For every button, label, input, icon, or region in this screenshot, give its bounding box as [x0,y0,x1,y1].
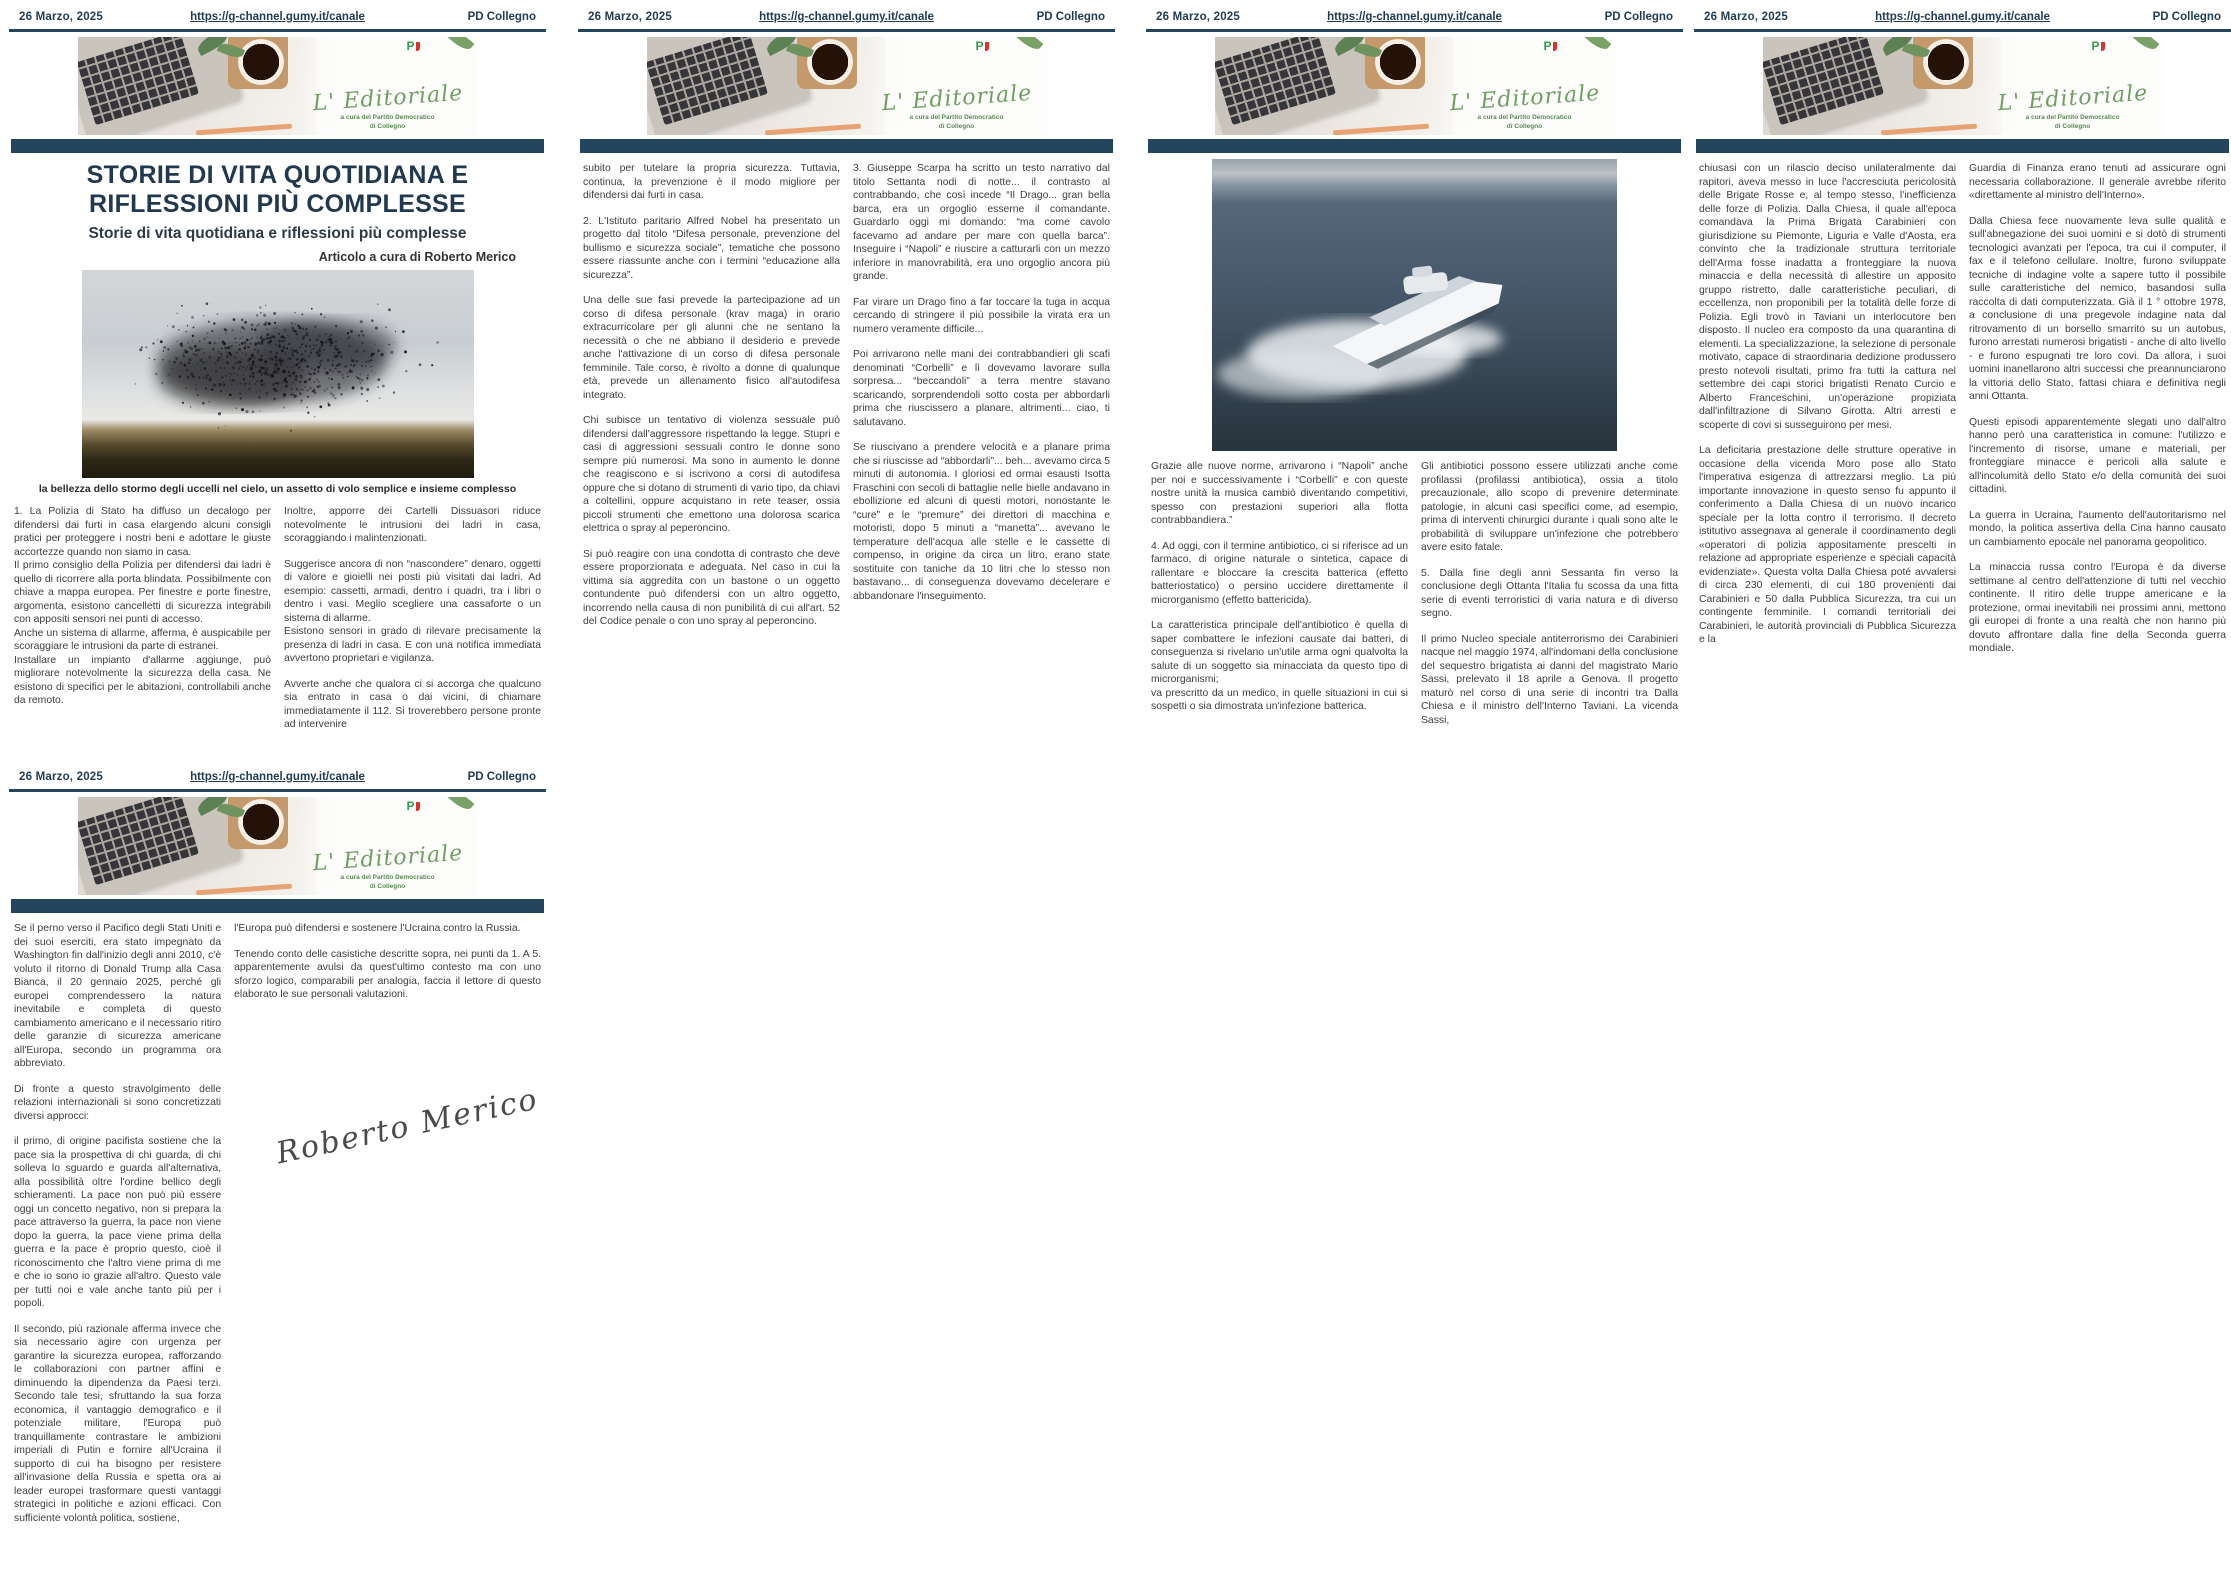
page-title: STORIE DI VITA QUOTIDIANA E RIFLESSIONI PIÙ COMPLESSE [86,161,469,218]
coffee-cup-graphic [238,39,284,85]
paragraph: Il secondo, più razionale afferma invece che sia necessario agire con urgenza per garantire la sicurezza europea, rafforzando le collaborazioni con partner affini e diminuendo la dipendenza da Paesi terzi. Secondo tale tesi, sfruttando la sua forza economica, il vantaggio demografico e il potenziale militare, l'Europa può tranquillamente contrastare le ambizioni imperiali di Putin e fornire all'Ucraina il supporto di cui ha bisogno per resistere all'invasione della Russia e spetta ora ai leader europei trasformare questi vantaggi strategici in politiche e azioni efficaci. Con sufficiente volontà politica, sostiene, [14,1323,222,1524]
banner-title-area [300,37,478,135]
coffee-cup-graphic [807,39,853,85]
date-label: 26 Marzo, 2025 [19,11,103,23]
banner-tagline: a cura del Partito Democratico di Collegno [340,114,435,131]
page-header [1694,4,2231,32]
article-columns [1146,460,1683,739]
patrol-boat-image [1212,159,1617,451]
divider-bar [11,139,544,153]
editorial-script-title: L' Editoriale [880,80,1033,117]
banner-tagline: a cura del Partito Democratico di Collegno [909,114,1004,131]
paragraph: La minaccia russa contro l'Europa è da diverse settimane al centro dell'attenzione di tutti nel vecchio continente. Il ritiro delle truppe americane e la protezione, ormai inevitabili nei prossimi anni, mettono gli europei di fronte a una realtà che non hanno più dovuto affrontare dalla fine della Seconda guerra mondiale. [1969,562,2226,654]
date-label: 26 Marzo, 2025 [588,11,672,23]
pd-logo: P [2091,39,2104,53]
article-columns [9,505,546,744]
page-header [9,4,546,32]
paragraph: Tenendo conto delle casistiche descritte sopra, nei punti da 1. A 5. apparentemente avulsi da quest'ultimo contesto ma con uno sforzo logico, comparabili per analogia, faccia il lettore di questo elaborato le sue personali valutazioni. [234,948,541,1000]
banner-photo [1215,37,1453,135]
paragraph: La deficitaria prestazione delle strutture operative in occasione della vicenda Moro pose allo Stato l'imperativa esigenza di attrezzarsi meglio. La più importante innovazione in questo senso fu appunto il conferimento a Dalla Chiesa di un nuovo incarico speciale per la lotta contro il terrorismo. Il decreto istitutivo assegnava al generale il coordinamento degli «operatori di polizia appositamente prescelti in relazione ad appropriate esperienze e speciali capacità evidenziate». Questa volta Dalla Chiesa poté avvalersi di circa 230 elementi, di cui 180 provenienti dai Carabinieri e 50 dalla Pubblica Sicurezza, tra cui un contingente femminile. I comandi territoriali dei Carabinieri, le autorità provinciali di Pubblica Sicurezza e la [1699,445,1956,645]
banner-title-area [1437,37,1615,135]
channel-url-link[interactable]: https://g-channel.gumy.it/canale [1327,11,1502,23]
text-column-left [14,505,271,744]
laptop-graphic [1763,37,1928,135]
paragraph: Una delle sue fasi prevede la partecipazione ad un corso di difesa personale (krav maga) in orario extracurricolare per gli alunni che ne sentano la necessità o che ne abbiano il desiderio e prevede anche l'attivazione di un corso di difesa personale femminile. Tale corso, è rivolto a donne di qualunque età, prevede un allenamento fisico all'autodifesa integrato. [583,295,840,401]
channel-url-link[interactable]: https://g-channel.gumy.it/canale [759,11,934,23]
divider-bar [1148,139,1681,153]
paragraph: Anche un sistema di allarme, afferma, è auspicabile per scoraggiare le intrusioni da parte di estranei. [14,627,271,653]
banner-photo [1763,37,2001,135]
banner-title-area [869,37,1047,135]
article-columns [9,922,546,1537]
paragraph: l'Europa può difendersi e sostenere l'Ucraina contro la Russia. [234,923,521,934]
pencil-graphic [764,124,860,135]
paragraph: Installare un impianto d'allarme aggiunge, può migliorare notevolmente la sicurezza della casa. Ne esistono di specifici per le abitazioni, controllabili anche da remoto. [14,654,271,707]
brand-label: PD Collegno [2152,11,2221,23]
laptop-graphic [1215,37,1380,135]
newsletter-banner [78,37,478,135]
paragraph: Il primo Nucleo speciale antiterrorismo dei Carabinieri nacque nel maggio 1974, all'indomani della conclusione del sequestro brigatista ai danni del magistrato Mario Sassi, prelevato il 18 aprile a Genova. Il progetto maturò nel corso di una serie di incontri tra Dalla Chiesa e il ministro dell'Interno Taviani. La vicenda Sassi, [1421,633,1678,726]
image-caption: la bellezza dello stormo degli uccelli nel cielo, un assetto di volo semplice e insieme complesso [38,483,517,495]
pencil-graphic [195,884,291,895]
banner-tagline: a cura del Partito Democratico di Collegno [340,874,435,891]
newsletter-page-2 [578,4,1115,760]
bird-flock-graphic [82,270,474,442]
paragraph: La guerra in Ucraina, l'aumento dell'autoritarismo nel mondo, la politica assertiva della Cina hanno causato un cambiamento epocale nel panorama geopolitico. [1969,509,2226,548]
paragraph: il primo, di origine pacifista sostiene che la pace sia la prospettiva di chi guarda, di chi solleva lo sguardo e guarda all'alternativa, alla possibilità oltre l'ordine bellico degli schieramenti. La pace non può più essere oggi un concetto negativo, non si prepara la pace attraverso la guerra, la pace non viene dopo la guerra, la pace viene prima della guerra e la pace è proprio questo, cioè il riconoscimento che l'altro viene prima di me e che io sono io grazie all'altro. Questo vale per tutti noi e vale anche tanto più per i popoli. [14,1136,222,1309]
paragraph: Chi subisce un tentativo di violenza sessuale può difendersi dall'aggressore rispettando la legge. Stupri e casi di aggressioni sessuali contro le donne sono sempre più numerosi. Ma sono in aumento le donne che reagiscono e si iscrivono a corsi di autodifesa oppure che si dotano di strumenti di vario tipo, da chiavi a coltellini, oppure acquistano in rete teaser, ossia piccoli strumenti che emettono una dolorosa scarica elettrica o spray al peperoncino. [583,415,840,534]
newsletter-page-4 [1694,4,2231,760]
banner-tagline: a cura del Partito Democratico di Collegno [1477,114,1572,131]
pd-logo: P [1543,39,1556,53]
coffee-cup-graphic [238,799,284,845]
text-column-left [1151,460,1408,739]
leaf-graphic [443,37,474,53]
laptop-graphic [647,37,812,135]
paragraph: Esistono sensori in grado di rilevare precisamente la presenza di ladri in casa. E con una notifica immediata avvertono proprietari e vigilanza. [284,626,541,665]
editorial-script-title: L' Editoriale [311,840,464,877]
murmuration-image [82,270,474,478]
date-label: 26 Marzo, 2025 [19,771,103,783]
banner-tagline: a cura del Partito Democratico di Collegno [2025,114,2120,131]
brand-label: PD Collegno [467,11,536,23]
editorial-script-title: L' Editoriale [1996,80,2149,117]
text-column-right [1969,162,2226,668]
pd-logo: P [975,39,988,53]
newsletter-banner [1763,37,2163,135]
newsletter-page-1 [9,4,546,760]
paragraph: Gli antibiotici possono essere utilizzati anche come profilassi (profilassi antibiotica), ossia a titolo precauzionale, allo scopo di prevenire determinate patologie, in alcuni casi specifici come, ad esempio, prima di interventi chirurgici durante i quali sono alte le probabilità di sviluppare un'infezione che potrebbero avere esito fatale. [1421,461,1678,553]
leaf-graphic [1580,37,1611,53]
date-label: 26 Marzo, 2025 [1156,11,1240,23]
banner-photo [78,37,316,135]
brand-label: PD Collegno [1036,11,1105,23]
newsletter-page-5 [9,764,546,1582]
paragraph: Si può reagire con una condotta di contrasto che deve essere proporzionata e adeguata. Nel caso in cui la vittima sia aggredita con un bastone o un oggetto contundente può difendersi con un altro oggetto, incorrendo nella causa di non punibilità di cui all'art. 52 del Codice penale o con uno spray al peperoncino. [583,548,840,627]
leaf-graphic [2128,37,2159,53]
paragraph: 2. L'Istituto paritario Alfred Nobel ha presentato un progetto dal titolo “Difesa personale, prevenzione del bullismo e sicurezza sociale”, tematiche che possono essere riassunte anche con i termini “educazione alla sicurezza”. [583,215,840,281]
text-column-right [1421,460,1678,739]
newsletter-banner [1215,37,1615,135]
paragraph: La caratteristica principale dell'antibiotico è quella di saper combattere le infezioni causate dai batteri, di conseguenza si rivelano un'utile arma ogni qualvolta la salute di un soggetto sia minacciata da questo tipo di microrganismi; [1151,620,1408,685]
paragraph: va prescritto da un medico, in quelle situazioni in cui si sospetti o sia dimostrata un'infezione batterica. [1151,687,1408,712]
paragraph: Se riuscivano a prendere velocità e a planare prima che si riuscisse ad “abbordarli”... beh... avevamo circa 5 minuti di autonomia. I gloriosi ed ormai esausti Isotta Fraschini con secoli di battaglie nelle bielle andavano in ebollizione ed alcuni di questi motori, nonostante le “cure” e le “premure” dei direttori di macchina e motoristi, dopo 5 minuti a “manetta”... avevano le temperature dell'acqua alle stelle e le cassette di compenso, in origine da circa un litro, erano state sostituite con taniche da 10 litri che lo stesso non bastavano... di conseguenza dovevamo decelerare e abbandonare l'inseguimento. [853,442,1110,602]
text-column-left [583,162,840,641]
page-header [578,4,1115,32]
text-column-right [234,922,541,1537]
divider-bar [580,139,1113,153]
channel-url-link[interactable]: https://g-channel.gumy.it/canale [190,771,365,783]
banner-title-area [1985,37,2163,135]
paragraph: Grazie alle nuove norme, arrivarono i “Napoli” anche per noi e successivamente i “Corbelli” e con queste nostre unità la musica cambiò diventando competitivi, spesso con prestazioni superiori alla flotta contrabbandiera.” [1151,461,1408,526]
paragraph: 3. Giuseppe Scarpa ha scritto un testo narrativo dal titolo Settanta nodi di notte... il contrasto al contrabbando, che così incede “Il Drago... gran bella barca, era un orgoglio esserne il comandante. Guardarlo oggi mi domando: “ma come cavolo facevamo ad andare per mare con quella barca”. Inseguire i “Napoli” e riuscire a catturarli con un mezzo inferiore in manovrabilità, era uno orgoglio ancora più grande. [853,163,1110,282]
banner-title-area [300,797,478,895]
pencil-graphic [195,124,291,135]
page-header [9,764,546,792]
paragraph: Inoltre, apporre dei Cartelli Dissuasori riduce notevolmente le intrusioni dei ladri in casa, scoraggiando i malintenzionati. [284,506,541,545]
channel-url-link[interactable]: https://g-channel.gumy.it/canale [1875,11,2050,23]
leaf-graphic [1012,37,1043,53]
pd-logo: P [406,799,419,813]
leaf-graphic [443,797,474,813]
date-label: 26 Marzo, 2025 [1704,11,1788,23]
editorial-script-title: L' Editoriale [311,80,464,117]
paragraph: Il primo consiglio della Polizia per difendersi dai ladri è quello di ricorrere alla porta blindata. Possibilmente con chiave a mappa europea. Per finestre e porte finestre, argomenta, esistono cancelletti di sicurezza integrabili con appositi sensori nei punti di accesso. [14,560,271,626]
coffee-cup-graphic [1375,39,1421,85]
author-signature: Roberto Merico [273,1081,542,1171]
newsletter-banner [647,37,1047,135]
paragraph: Suggerisce ancora di non “nascondere” denaro, oggetti di valore e gioielli nei posti più visitati dai ladri. Ad esempio: cassetti, armadi, dentro i quadri, tra i libri o dentro i vasi. Meglio scegliere una cassaforte o un sistema di allarme. [284,558,541,624]
paragraph: subito per tutelare la propria sicurezza. Tuttavia, continua, la prevenzione è il modo migliore per difendersi dai furti in casa. [583,163,840,201]
article-columns [1694,162,2231,668]
banner-photo [78,797,316,895]
laptop-graphic [78,797,243,895]
pd-logo: P [406,39,419,53]
laptop-graphic [78,37,243,135]
text-column-left [14,922,221,1537]
editorial-script-title: L' Editoriale [1448,80,1601,117]
paragraph: Avverte anche che qualora ci si accorga che qualcuno sia entrato in casa o dai vicini, di chiamare immediatamente il 112. Si troverebbero persone pronte ad intervenire [284,678,541,731]
byline: Articolo a cura di Roberto Merico [318,250,516,264]
pencil-graphic [1332,124,1428,135]
murmuration-figure [9,270,546,496]
article-columns [578,162,1115,641]
newsletter-banner [78,797,478,895]
page-header [1146,4,1683,32]
divider-bar [1696,139,2229,153]
paragraph: Questi episodi apparentemente slegati uno dall'altro hanno però una caratteristica in comune: l'utilizzo e l'incremento di risorse, umane e materiali, per fronteggiare minacce e pericoli alla salute e all'incolumità dello Stato e/o della comunità dei suoi cittadini. [1969,416,2226,495]
paragraph: Di fronte a questo stravolgimento delle relazioni internazionali si sono concretizzati diversi approcci: [14,1083,222,1122]
newsletter-page-3 [1146,4,1683,760]
text-column-right [284,505,541,744]
paragraph: 1. La Polizia di Stato ha diffuso un decalogo per difendersi dai furti in casa elargendo alcuni consigli pratici per proteggere i nostri beni e adottare le giuste accortezze quando non siamo in casa. [14,506,271,558]
paragraph: Far virare un Drago fino a far toccare la tuga in acqua cercando di stringere il più possibile la virata era un numero veramente difficile... [853,296,1110,335]
pencil-graphic [1880,124,1976,135]
banner-photo [647,37,885,135]
brand-label: PD Collegno [1604,11,1673,23]
coffee-cup-graphic [1923,39,1969,85]
boat-graphic [1212,159,1617,451]
paragraph: Guardia di Finanza erano tenuti ad assicurare ogni necessaria collaborazione. Il generale avrebbe riferito «direttamente al ministro dell'Interno». [1969,163,2226,201]
paragraph: Poi arrivarono nelle mani dei contrabbandieri gli scafi denominati “Corbelli” e lì dovevamo lavorare sulla sorpresa... “beccandoli” a terra mentre stavano scaricando, sorprendendoli sotto costa per abbordarli prima che riuscissero a planare, altrimenti... ciao, ti salutavano. [853,349,1110,428]
paragraph: chiusasi con un rilascio deciso unilateralmente dai rapitori, aveva messo in luce l'accresciuta pericolosità delle Brigate Rosse e, al tempo stesso, l'inefficienza delle forze di Polizia. Dalla Chiesa, il quale all'epoca comandava la Prima Brigata Carabinieri con giurisdizione su Piemonte, Liguria e Valle d'Aosta, era convinto che la tradizionale struttura territoriale dell'Arma fosse inadatta a fronteggiare la nuova minaccia e della necessità di allestire un apposito gruppo ristretto, dalle caratteristiche peculiari, di eccellenza, non proponibili per la totalità delle forze di Polizia. Egli trovò in Taviani un interlocutore ben disposto. Il nucleo era composto da una quarantina di elementi. La specializzazione, la selezione di personale motivato, capace di straordinaria dedizione produssero presto notevoli risultati, primo fra tutti la cattura nel settembre dei capi storici brigatisti Renato Curcio e Alberto Franceschini, un'operazione propiziata dall'infiltrazione di Silvano Girotta. Altri arresti e scoperte di covi si susseguirono per mesi. [1699,163,1956,431]
divider-bar [11,899,544,913]
text-column-left [1699,162,1956,668]
brand-label: PD Collegno [467,771,536,783]
paragraph: Dalla Chiesa fece nuovamente leva sulle qualità e sull'abnegazione dei suoi uomini e si dotò di strumenti tecnologici avanzati per l'epoca, tra cui il computer, il fax e il telefono cellulare. Inoltre, furono sviluppate tecniche di indagine volte a sapere tutto il possibile sulle caratteristiche del nemico, basandosi sulla raccolta di dati computerizzata. Già il 1 ° ottobre 1978, a conclusione di una pregevole indagine nata dal ritrovamento di un borsello smarrito su un autobus, furono arrestati numerosi brigatisti - anche di alto livello - e furono espugnati tre loro covi. Da allora, i suoi uomini inanellarono altri successi che preannunciarono la vittoria dello Stato, fattasi chiara e definitiva negli anni Ottanta. [1969,215,2226,402]
text-column-right [853,162,1110,641]
paragraph: 5. Dalla fine degli anni Sessanta fin verso la conclusione degli Ottanta l'Italia fu scossa da una fitta serie di eventi terroristici di varia natura e di diverso segno. [1421,567,1678,619]
page-subtitle: Storie di vita quotidiana e riflessioni più complesse [88,225,467,242]
paragraph: Se il perno verso il Pacifico degli Stati Uniti e dei suoi eserciti, era stato impegnato da Washington fin dall'inizio degli anni 2010, c'è voluto il ritorno di Donald Trump alla Casa Bianca, il 20 gennaio 2025, perché gli europei comprendessero la natura inevitabile e completa di questo cambiamento americano e il necessario ritiro delle garanzie di sicurezza americane all'Europa, secondo un programma ora abbreviato. [14,923,222,1069]
channel-url-link[interactable]: https://g-channel.gumy.it/canale [190,11,365,23]
paragraph: 4. Ad oggi, con il termine antibiotico, ci si riferisce ad un farmaco, di origine naturale o sintetica, capace di rallentare e bloccare la crescita batterica (effetto batteriostatico) o persino uccidere direttamente il microrganismo (effetto battericida). [1151,540,1408,606]
